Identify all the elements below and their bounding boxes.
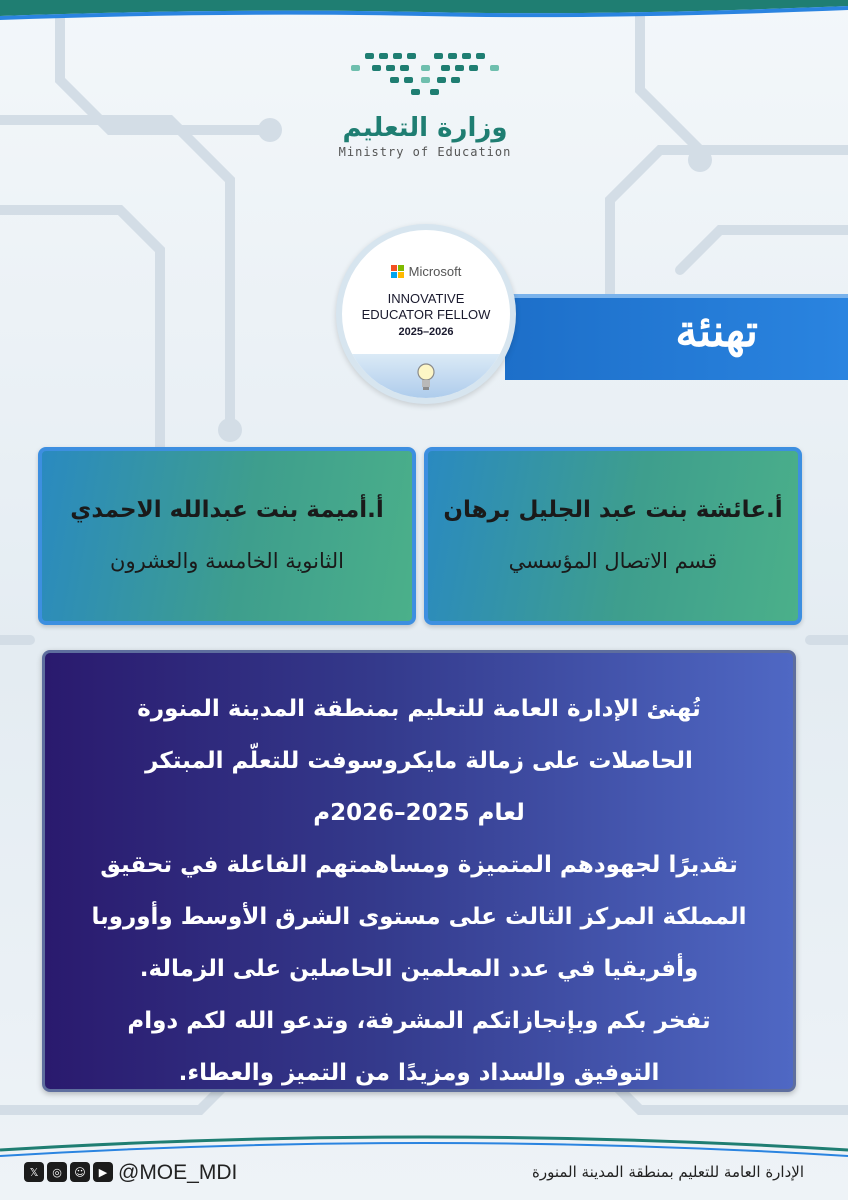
youtube-icon[interactable]: ▶	[93, 1162, 113, 1182]
message-line: الحاصلات على زمالة مايكروسوفت للتعلّم المبتكر	[145, 748, 693, 774]
message-line: تقديرًا لجهودهم المتميزة ومساهمتهم الفاعلة في تحقيق	[100, 852, 738, 878]
ministry-name-english: Ministry of Education	[338, 145, 512, 159]
message-line: التوفيق والسداد ومزيدًا من التميز والعطاء.	[178, 1060, 660, 1086]
innovative-educator-badge	[336, 224, 516, 404]
ministry-dots-mark	[345, 45, 505, 105]
microsoft-name: Microsoft	[408, 264, 462, 279]
message-line: تُهنئ الإدارة العامة للتعليم بمنطقة المدينة المنورة	[137, 696, 701, 722]
x-icon[interactable]: 𝕏	[24, 1162, 44, 1182]
congratulation-message	[42, 650, 796, 1092]
honoree-name: أ.عائشة بنت عبد الجليل برهان	[443, 497, 783, 523]
honoree-card-1	[424, 447, 802, 625]
ministry-logo	[320, 45, 530, 175]
honoree-name: أ.أميمة بنت عبدالله الاحمدي	[70, 497, 384, 523]
lightbulb-icon	[415, 362, 437, 392]
social-handle[interactable]: @MOE_MDI	[118, 1161, 238, 1184]
honoree-card-2	[38, 447, 416, 625]
top-decoration	[0, 0, 848, 20]
snapchat-icon[interactable]: ☺	[70, 1162, 90, 1182]
footer-organization: الإدارة العامة للتعليم بمنطقة المدينة المنورة	[531, 1163, 804, 1181]
ministry-name-arabic: وزارة التعليم	[342, 113, 508, 143]
microsoft-brand	[342, 264, 510, 279]
badge-years: 2025–2026	[398, 326, 454, 338]
message-line: تفخر بكم وبإنجازاتكم المشرفة، وتدعو الله لكم دوام	[127, 1008, 711, 1034]
message-line: وأفريقيا في عدد المعلمين الحاصلين على الزمالة.	[139, 956, 699, 982]
honoree-affiliation: قسم الاتصال المؤسسي	[508, 549, 718, 573]
badge-line-2: EDUCATOR FELLOW	[361, 307, 491, 322]
message-line: لعام 2025–2026م	[313, 800, 525, 826]
badge-line-1: INNOVATIVE	[387, 291, 465, 306]
honoree-affiliation: الثانوية الخامسة والعشرون	[110, 549, 344, 573]
microsoft-logo-icon	[391, 265, 404, 278]
banner-title: تهنئة	[675, 306, 758, 357]
congratulations-banner	[505, 294, 848, 380]
instagram-icon[interactable]: ◎	[47, 1162, 67, 1182]
social-icons	[24, 1162, 113, 1182]
message-line: المملكة المركز الثالث على مستوى الشرق الأوسط وأوروبا	[91, 904, 747, 930]
